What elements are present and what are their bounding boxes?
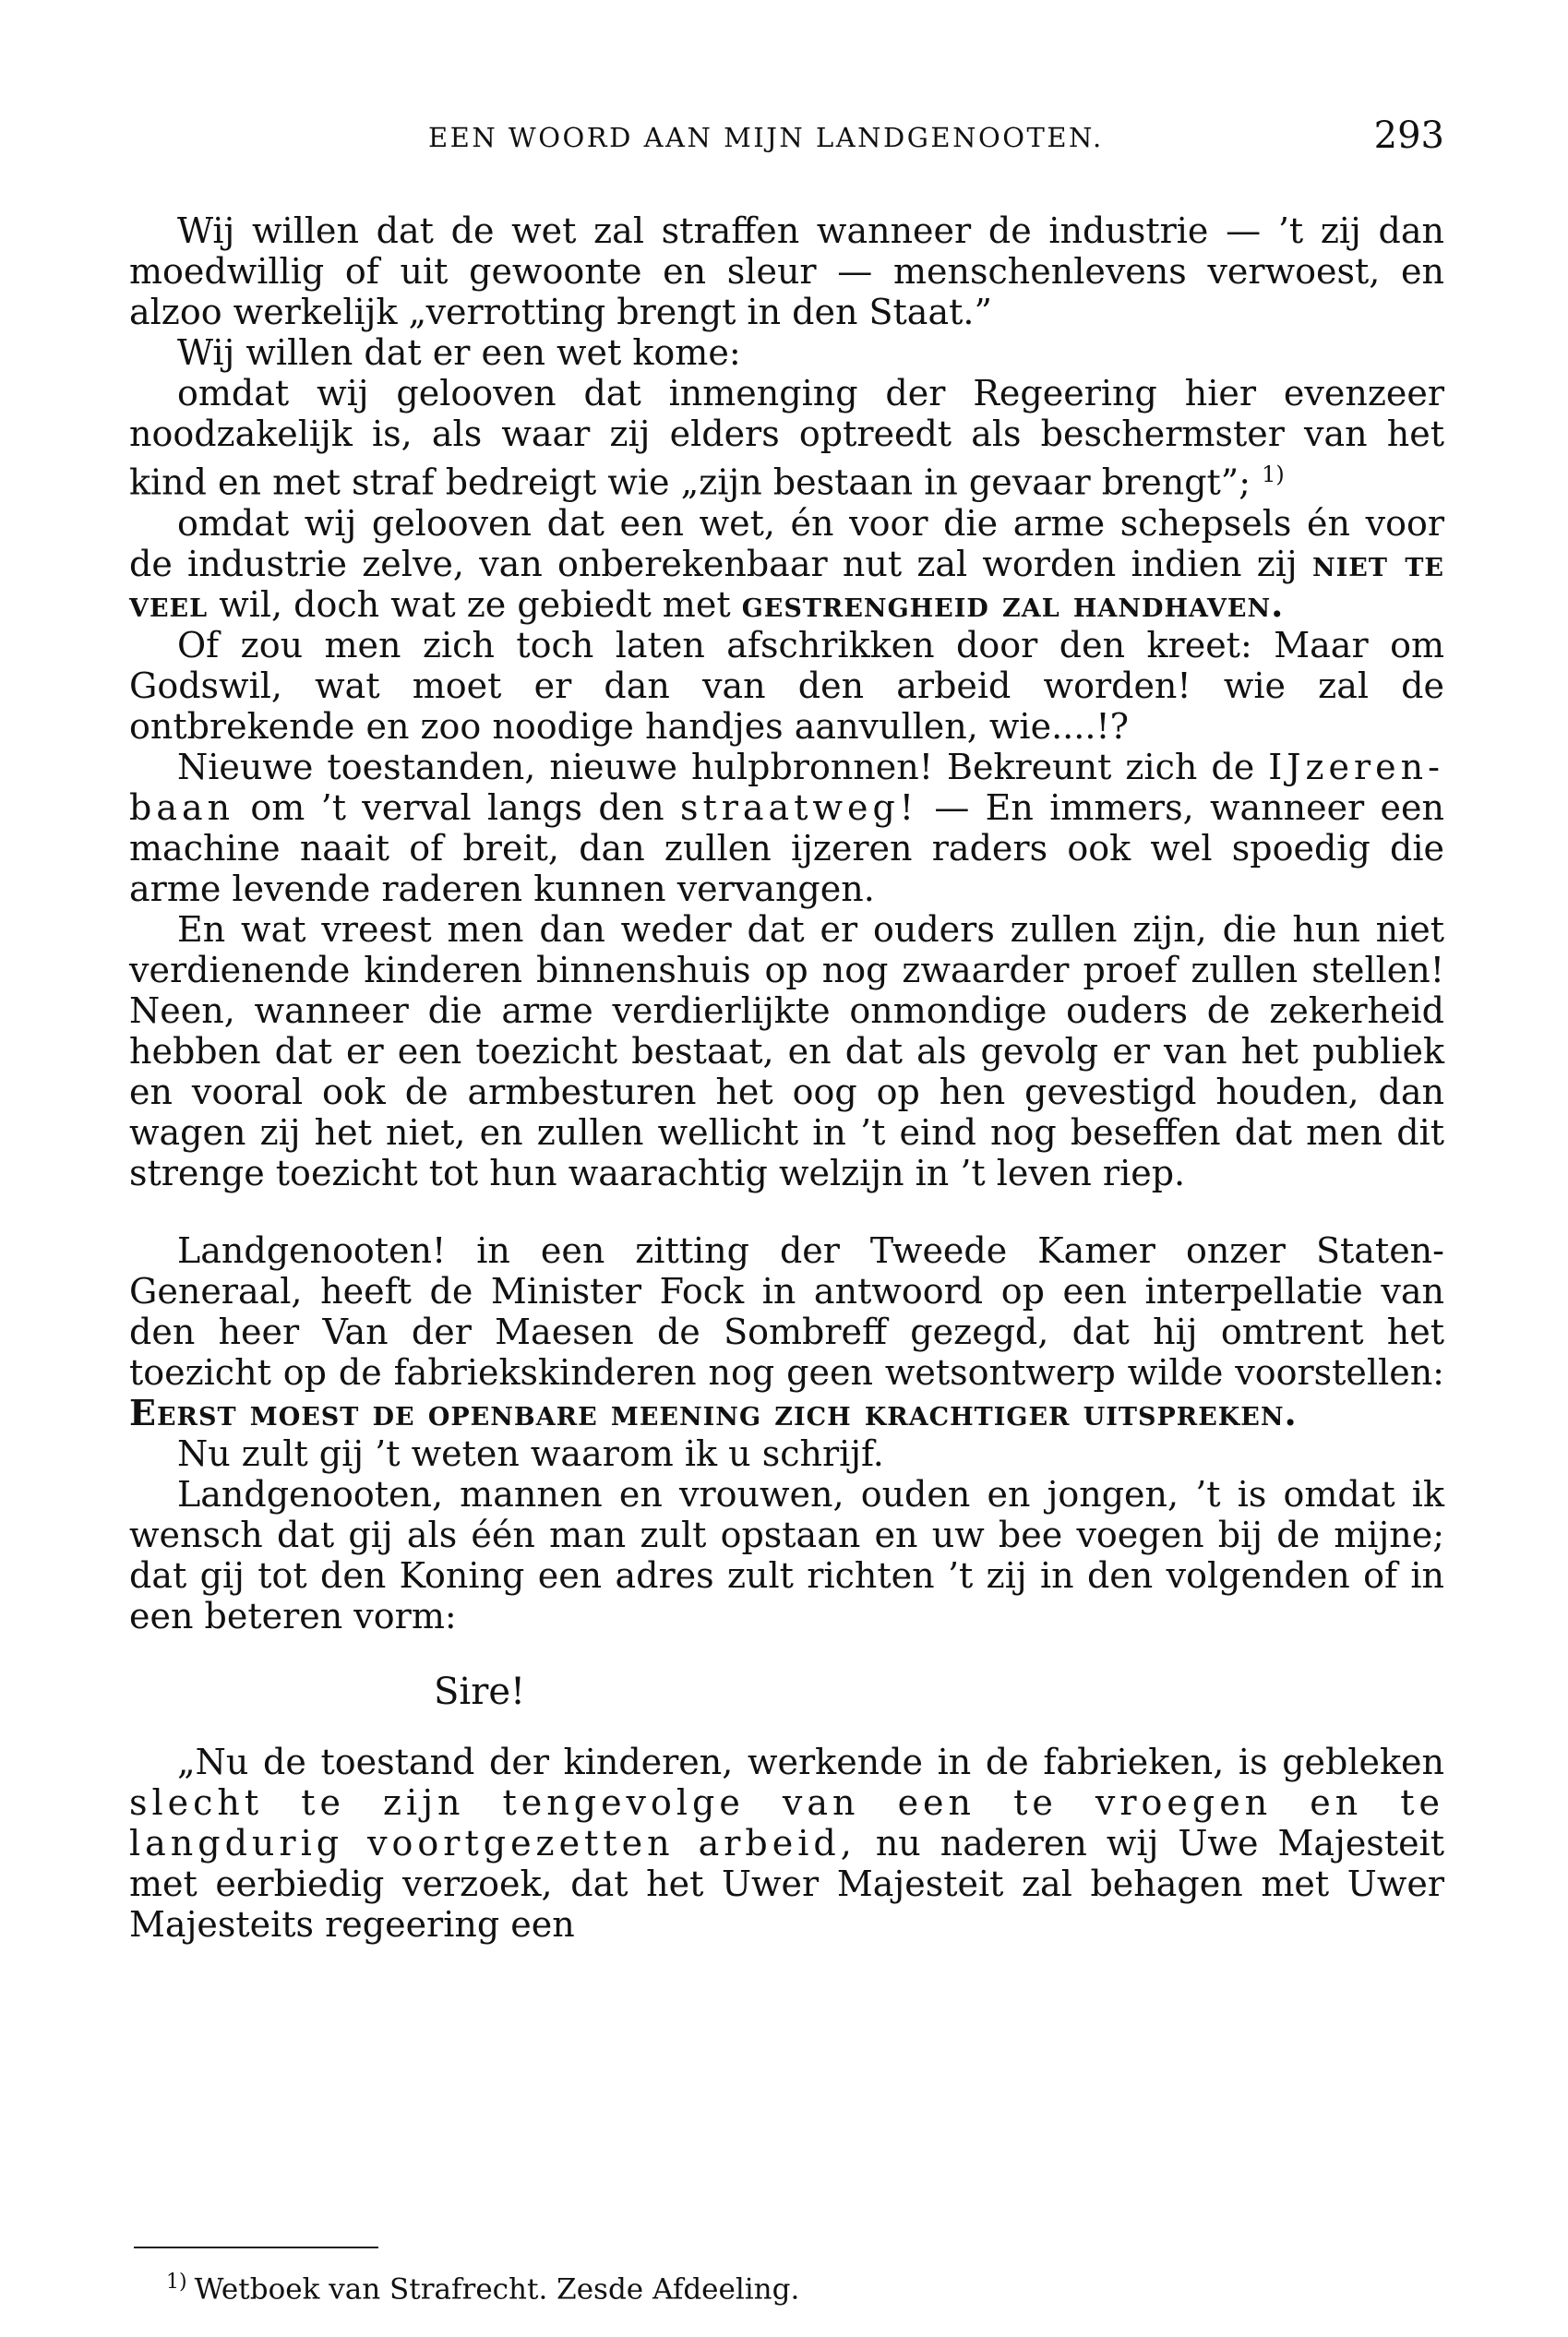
address-text-a: „Nu de toestand der kinderen, werkende in de fabrieken, is gebleken <box>177 1741 1444 1782</box>
spaced-straatweg: straatweg! <box>679 786 919 828</box>
paragraph-1: Wij willen dat de wet zal straffen wanneer de industrie — ’t zij dan moedwillig of uit gewoonte en sleur — menschenlevens verwoest, en alzoo werkelijk „verrotting brengt in den Staat.” <box>129 210 1444 332</box>
paragraph-7: En wat vreest men dan weder dat er ouders zullen zijn, die hun niet verdienende kinderen binnenshuis op nog zwaarder proef zullen stellen! Neen, wanneer die arme verdierlijkte onmondige ouders de zekerheid hebben dat er een toezicht bestaat, en dat als gevolg er van het publiek en vooral ook de armbesturen het oog op hen gevestigd houden, dan wagen zij het niet, en zullen wellicht in ’t eind nog beseffen dat men dit strenge toezicht tot hun waarachtig welzijn in ’t leven riep. <box>129 908 1444 1193</box>
section-gap <box>129 1193 1444 1230</box>
paragraph-4-text-b: wil, doch wat ze gebiedt met <box>219 583 731 625</box>
footnote-text: Wetboek van Strafrecht. Zesde Afdeeling. <box>194 2272 800 2307</box>
spaced-ijzeren-baan: IJzeren-baan <box>129 746 1444 828</box>
paragraph-4 <box>129 503 1444 625</box>
paragraph-3-text: omdat wij gelooven dat inmenging der Regeering hier evenzeer noodzakelijk is, als waar zij elders optreedt als beschermster van het kind en met straf bedreigt wie „zijn bestaan in gevaar brengt”; <box>129 373 1444 503</box>
paragraph-8-text: Landgenooten! in een zitting der Tweede Kamer onzer Staten-Generaal, heeft de Minister Fock in antwoord op een interpellatie van den heer Van der Maesen de Sombreff gezegd, dat hij omtrent het toezicht op de fabriekskinderen nog geen wetsontwerp wilde voorstellen: <box>129 1229 1444 1393</box>
footnote-divider <box>134 2247 378 2248</box>
page-number: 293 <box>1373 114 1444 157</box>
emphasis-eerst-moest: Eerst moest de openbare meening zich krachtiger uitspreken. <box>129 1391 1298 1433</box>
footnote-reference: 1) <box>1262 461 1285 487</box>
paragraph-9: Nu zult gij ’t weten waarom ik u schrijf. <box>177 1432 884 1474</box>
paragraph-3 <box>129 373 1444 503</box>
paragraph-4-text-a: omdat wij gelooven dat een wet, én voor die arme schepsels én voor de industrie zelve, van onberekenbaar nut zal worden indien zij <box>129 502 1444 584</box>
paragraph-8 <box>129 1230 1444 1433</box>
paragraph-5: Of zou men zich toch laten afschrikken door den kreet: Maar om Godswil, wat moet er dan van den arbeid worden! wie zal de ontbrekende en zoo noodige handjes aanvullen, wie....!? <box>129 624 1444 747</box>
page-header <box>129 114 1444 170</box>
salutation: Sire! <box>434 1670 526 1713</box>
running-title: EEN WOORD AAN MIJN LANDGENOOTEN. <box>428 122 1104 153</box>
footnote-mark: 1) <box>166 2271 187 2294</box>
paragraph-6-text-c: — En immers, wanneer een machine naait of breit, dan zullen ijzeren raders ook wel spoedig die arme levende raderen kunnen vervangen. <box>129 786 1444 909</box>
paragraph-6-text-a: Nieuwe toestanden, nieuwe hulpbronnen! Bekreunt zich de <box>177 746 1255 787</box>
address-text-b: nu naderen wij Uwe Majesteit met eerbiedig verzoek, dat het Uwer Majesteit zal behagen met Uwer Majesteits regeering een <box>129 1822 1444 1945</box>
body-text <box>129 210 1444 1945</box>
paragraph-2: Wij willen dat er een wet kome: <box>177 332 741 373</box>
emphasis-gestrengheid: gestrengheid zal handhaven. <box>741 582 1285 625</box>
paragraph-6-text-b: om ’t verval langs den <box>250 786 664 828</box>
address-paragraph <box>129 1742 1444 1945</box>
footnote <box>166 2271 799 2306</box>
spaced-slecht-te-zijn: slecht te zijn tengevolge van een te vroegen en te langdurig voortgezetten arbeid, <box>129 1781 1444 1864</box>
emphasis-niet-te-veel: niet te veel <box>129 542 1444 625</box>
paragraph-6 <box>129 747 1444 909</box>
paragraph-10: Landgenooten, mannen en vrouwen, ouden en jongen, ’t is omdat ik wensch dat gij als één man zult opstaan en uw bee voegen bij de mijne; dat gij tot den Koning een adres zult richten ’t zij in den volgenden of in een beteren vorm: <box>129 1473 1444 1636</box>
